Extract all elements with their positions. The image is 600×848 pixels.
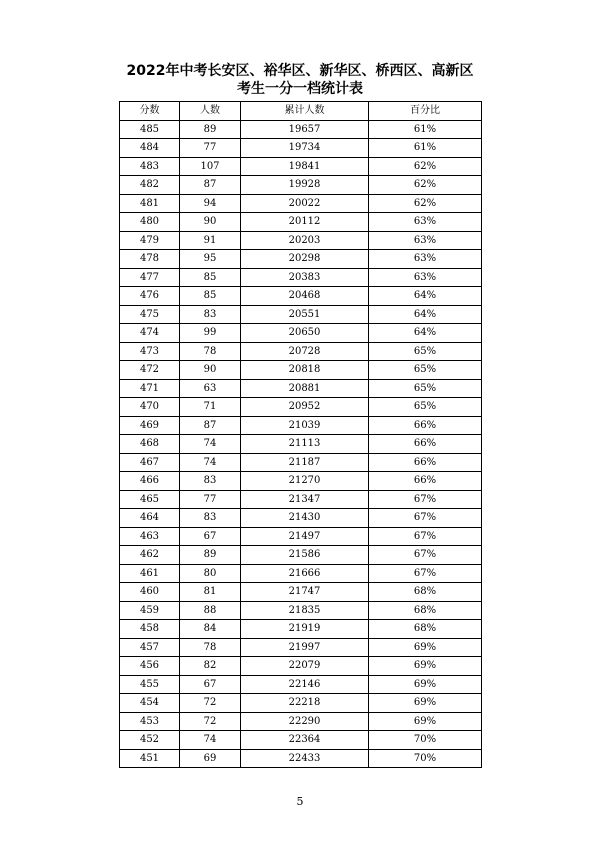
header-score: 分数 [120, 102, 180, 121]
cell-cumulative: 19734 [241, 139, 369, 158]
table-row [120, 268, 482, 287]
table-row [120, 435, 482, 454]
cell-score: 485 [120, 120, 180, 139]
cell-cumulative: 22218 [241, 694, 369, 713]
cell-count: 89 [180, 120, 241, 139]
cell-cumulative: 19841 [241, 157, 369, 176]
table-row [120, 675, 482, 694]
table-row [120, 379, 482, 398]
cell-count: 78 [180, 342, 241, 361]
cell-score: 460 [120, 583, 180, 602]
cell-percentage: 64% [369, 287, 482, 306]
cell-count: 90 [180, 361, 241, 380]
cell-score: 456 [120, 657, 180, 676]
cell-score: 455 [120, 675, 180, 694]
table-row [120, 250, 482, 269]
cell-cumulative: 20383 [241, 268, 369, 287]
table-header-row [120, 102, 482, 121]
cell-percentage: 64% [369, 305, 482, 324]
cell-count: 83 [180, 509, 241, 528]
cell-cumulative: 22079 [241, 657, 369, 676]
cell-count: 81 [180, 583, 241, 602]
cell-percentage: 66% [369, 472, 482, 491]
cell-percentage: 67% [369, 509, 482, 528]
table-row [120, 490, 482, 509]
cell-score: 477 [120, 268, 180, 287]
table-row [120, 620, 482, 639]
cell-count: 67 [180, 527, 241, 546]
table-row [120, 564, 482, 583]
cell-cumulative: 21997 [241, 638, 369, 657]
page-title-line-1: 2022年中考长安区、裕华区、新华区、桥西区、高新区 [126, 63, 474, 79]
cell-count: 94 [180, 194, 241, 213]
cell-score: 480 [120, 213, 180, 232]
cell-percentage: 69% [369, 694, 482, 713]
table-row [120, 361, 482, 380]
table-row [120, 176, 482, 195]
cell-cumulative: 21039 [241, 416, 369, 435]
cell-count: 74 [180, 731, 241, 750]
table-row [120, 657, 482, 676]
cell-score: 454 [120, 694, 180, 713]
table-row [120, 509, 482, 528]
cell-cumulative: 19657 [241, 120, 369, 139]
cell-count: 74 [180, 435, 241, 454]
cell-score: 463 [120, 527, 180, 546]
cell-count: 85 [180, 268, 241, 287]
cell-percentage: 61% [369, 139, 482, 158]
cell-percentage: 62% [369, 194, 482, 213]
cell-cumulative: 20818 [241, 361, 369, 380]
cell-count: 82 [180, 657, 241, 676]
cell-percentage: 68% [369, 601, 482, 620]
cell-percentage: 65% [369, 342, 482, 361]
cell-percentage: 62% [369, 157, 482, 176]
cell-score: 467 [120, 453, 180, 472]
cell-percentage: 65% [369, 379, 482, 398]
table-row [120, 731, 482, 750]
cell-score: 451 [120, 749, 180, 768]
cell-percentage: 66% [369, 416, 482, 435]
cell-percentage: 68% [369, 583, 482, 602]
cell-count: 83 [180, 305, 241, 324]
table-row [120, 120, 482, 139]
cell-score: 461 [120, 564, 180, 583]
cell-score: 470 [120, 398, 180, 417]
cell-percentage: 63% [369, 213, 482, 232]
cell-percentage: 62% [369, 176, 482, 195]
cell-count: 99 [180, 324, 241, 343]
cell-percentage: 70% [369, 731, 482, 750]
cell-score: 481 [120, 194, 180, 213]
table-row [120, 139, 482, 158]
table-row [120, 157, 482, 176]
cell-score: 484 [120, 139, 180, 158]
table-row [120, 712, 482, 731]
cell-percentage: 67% [369, 527, 482, 546]
cell-cumulative: 21747 [241, 583, 369, 602]
cell-count: 83 [180, 472, 241, 491]
cell-percentage: 63% [369, 268, 482, 287]
cell-percentage: 66% [369, 435, 482, 454]
cell-cumulative: 20298 [241, 250, 369, 269]
cell-count: 77 [180, 490, 241, 509]
cell-percentage: 68% [369, 620, 482, 639]
cell-score: 483 [120, 157, 180, 176]
cell-cumulative: 22290 [241, 712, 369, 731]
cell-cumulative: 21187 [241, 453, 369, 472]
table-row [120, 601, 482, 620]
cell-percentage: 69% [369, 638, 482, 657]
table-row [120, 583, 482, 602]
cell-cumulative: 21113 [241, 435, 369, 454]
cell-score: 452 [120, 731, 180, 750]
cell-percentage: 64% [369, 324, 482, 343]
page-number: 5 [296, 795, 304, 808]
cell-score: 469 [120, 416, 180, 435]
cell-score: 457 [120, 638, 180, 657]
cell-count: 78 [180, 638, 241, 657]
cell-count: 95 [180, 250, 241, 269]
table-row [120, 472, 482, 491]
cell-count: 91 [180, 231, 241, 250]
table-row [120, 305, 482, 324]
cell-cumulative: 20203 [241, 231, 369, 250]
cell-count: 69 [180, 749, 241, 768]
header-cumulative: 累计人数 [241, 102, 369, 121]
cell-percentage: 67% [369, 546, 482, 565]
header-count: 人数 [180, 102, 241, 121]
cell-count: 85 [180, 287, 241, 306]
cell-score: 462 [120, 546, 180, 565]
cell-score: 468 [120, 435, 180, 454]
table-row [120, 638, 482, 657]
cell-cumulative: 21835 [241, 601, 369, 620]
cell-percentage: 66% [369, 453, 482, 472]
cell-percentage: 69% [369, 657, 482, 676]
cell-cumulative: 21586 [241, 546, 369, 565]
cell-cumulative: 20650 [241, 324, 369, 343]
cell-percentage: 69% [369, 712, 482, 731]
cell-score: 464 [120, 509, 180, 528]
cell-percentage: 65% [369, 398, 482, 417]
cell-cumulative: 21666 [241, 564, 369, 583]
table-row [120, 324, 482, 343]
cell-percentage: 69% [369, 675, 482, 694]
cell-cumulative: 20551 [241, 305, 369, 324]
cell-count: 87 [180, 176, 241, 195]
cell-score: 453 [120, 712, 180, 731]
cell-count: 88 [180, 601, 241, 620]
cell-cumulative: 21270 [241, 472, 369, 491]
cell-count: 87 [180, 416, 241, 435]
cell-score: 458 [120, 620, 180, 639]
cell-percentage: 63% [369, 231, 482, 250]
header-percentage: 百分比 [369, 102, 482, 121]
cell-percentage: 65% [369, 361, 482, 380]
cell-cumulative: 20112 [241, 213, 369, 232]
cell-score: 476 [120, 287, 180, 306]
cell-cumulative: 21347 [241, 490, 369, 509]
cell-score: 473 [120, 342, 180, 361]
cell-score: 479 [120, 231, 180, 250]
table-row [120, 194, 482, 213]
cell-percentage: 61% [369, 120, 482, 139]
table-row [120, 546, 482, 565]
cell-count: 77 [180, 139, 241, 158]
cell-percentage: 63% [369, 250, 482, 269]
cell-percentage: 67% [369, 490, 482, 509]
table-row [120, 749, 482, 768]
cell-count: 63 [180, 379, 241, 398]
cell-cumulative: 20952 [241, 398, 369, 417]
cell-score: 475 [120, 305, 180, 324]
cell-score: 482 [120, 176, 180, 195]
table-row [120, 287, 482, 306]
table-row [120, 527, 482, 546]
table-row [120, 416, 482, 435]
cell-cumulative: 20468 [241, 287, 369, 306]
cell-count: 80 [180, 564, 241, 583]
cell-score: 465 [120, 490, 180, 509]
cell-count: 71 [180, 398, 241, 417]
table-row [120, 213, 482, 232]
cell-count: 72 [180, 694, 241, 713]
cell-count: 90 [180, 213, 241, 232]
cell-cumulative: 22364 [241, 731, 369, 750]
cell-score: 466 [120, 472, 180, 491]
cell-count: 89 [180, 546, 241, 565]
cell-score: 478 [120, 250, 180, 269]
cell-cumulative: 20881 [241, 379, 369, 398]
cell-count: 72 [180, 712, 241, 731]
cell-count: 107 [180, 157, 241, 176]
cell-cumulative: 20022 [241, 194, 369, 213]
cell-score: 472 [120, 361, 180, 380]
cell-percentage: 70% [369, 749, 482, 768]
table-row [120, 453, 482, 472]
cell-cumulative: 21497 [241, 527, 369, 546]
cell-score: 459 [120, 601, 180, 620]
cell-percentage: 67% [369, 564, 482, 583]
cell-cumulative: 21919 [241, 620, 369, 639]
cell-count: 84 [180, 620, 241, 639]
page-title-line-2: 考生一分一档统计表 [237, 81, 363, 97]
cell-count: 67 [180, 675, 241, 694]
cell-cumulative: 21430 [241, 509, 369, 528]
cell-cumulative: 19928 [241, 176, 369, 195]
cell-cumulative: 22146 [241, 675, 369, 694]
table-body [120, 120, 482, 768]
cell-cumulative: 22433 [241, 749, 369, 768]
table-row [120, 398, 482, 417]
cell-count: 74 [180, 453, 241, 472]
cell-cumulative: 20728 [241, 342, 369, 361]
table-row [120, 694, 482, 713]
score-distribution-table [119, 101, 482, 768]
cell-score: 471 [120, 379, 180, 398]
cell-score: 474 [120, 324, 180, 343]
table-row [120, 231, 482, 250]
table-row [120, 342, 482, 361]
